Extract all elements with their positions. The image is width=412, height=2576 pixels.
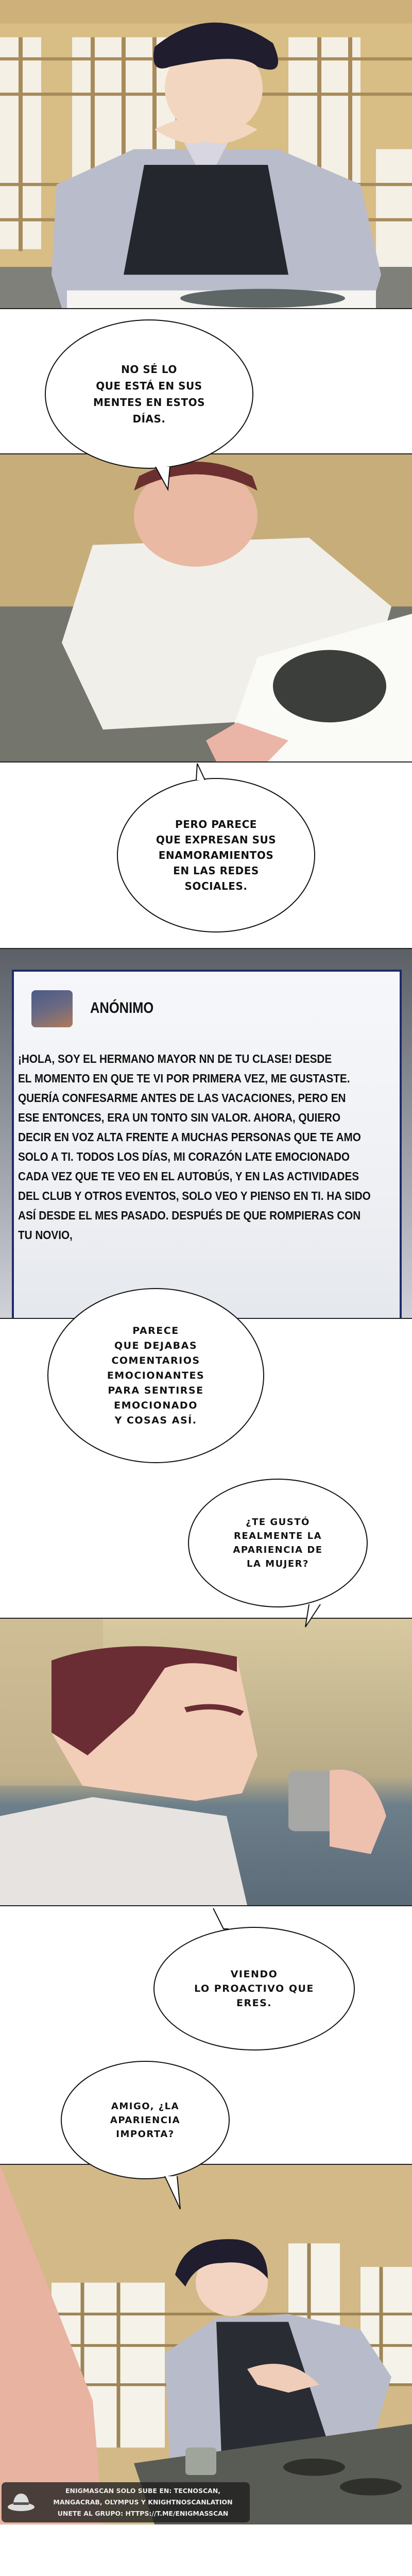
credits-line: MANGACRAB, OLYMPUS Y KNIGHTNOSCANLATION	[53, 2498, 233, 2506]
credits-line-group-link[interactable]: UNETE AL GRUPO: HTTPS://T.ME/ENIGMASSCAN	[57, 2510, 229, 2517]
credits-line: ENIGMASCAN SOLO SUBE EN: TECNOSCAN,	[65, 2487, 221, 2495]
bubble-text: NO SÉ LO QUE ESTÁ EN SUS MENTES EN ESTOS DÍAS.	[93, 363, 205, 425]
post-author: ANÓNIMO	[90, 999, 154, 1016]
panel-boy-hands-clasped	[0, 0, 412, 309]
bubble-text: VIENDO LO PROACTIVO QUE ERES.	[194, 1969, 314, 2009]
speech-bubble	[61, 2061, 230, 2179]
bubble-tail	[154, 466, 175, 492]
bubble-tail	[303, 1603, 323, 1629]
avatar	[31, 990, 73, 1027]
bubble-text: PARECE QUE DEJABAS COMENTARIOS EMOCIONANTES PARA SENTIRSE EMOCIONADO Y COSAS ASÍ.	[107, 1325, 205, 1426]
panel-art	[0, 2165, 412, 2524]
speech-bubble	[117, 778, 315, 933]
panel-man-white-shirt	[0, 453, 412, 762]
speech-bubble	[188, 1479, 368, 1607]
panel-boy-at-table	[0, 2164, 412, 2524]
panel-social-post	[0, 948, 412, 1319]
bubble-text: PERO PARECE QUE EXPRESAN SUS ENAMORAMIENTOS EN LAS REDES SOCIALES.	[156, 818, 277, 892]
bubble-tail	[164, 2175, 184, 2211]
panel-art	[0, 0, 412, 308]
scanlation-credits	[2, 2482, 250, 2522]
bubble-text: AMIGO, ¿LA APARIENCIA IMPORTA?	[110, 2100, 181, 2140]
speech-bubble	[153, 1927, 355, 2050]
post-message: ¡HOLA, SOY EL HERMANO MAYOR NN DE TU CLASE! DESDE EL MOMENTO EN QUE TE VI POR PRIMERA VEZ, ME GUSTASTE. QUERÍA CONFESARME ANTES DE LAS VACACIONES, PERO EN ESE ENTONCES, ERA UN TONTO SIN VALOR. AHORA, QUIERO DECIR EN VOZ ALTA FRENTE A MUCHAS PERSONAS QUE TE AMO SOLO A TI. TODOS LOS DÍAS, MI CORAZÓN LATE EMOCIONADO CADA VEZ QUE TE VEO EN EL AUTOBÚS, Y EN LAS ACTIVIDADES DEL CLUB Y OTROS EVENTOS, SOLO VEO Y PIENSO EN TI. HA SIDO ASÍ DESDE EL MES PASADO. DESPUÉS DE QUE ROMPIERAS CON TU NOVIO,	[18, 1052, 371, 1242]
bubble-text: ¿TE GUSTÓ REALMENTE LA APARIENCIA DE LA MUJER?	[233, 1517, 323, 1569]
speech-bubble	[47, 1288, 264, 1463]
bubble-tail	[212, 1907, 233, 1930]
fedora-hat-logo-icon	[7, 2486, 38, 2518]
panel-art	[0, 1619, 412, 1905]
speech-bubble	[45, 319, 253, 469]
panel-art	[0, 454, 412, 761]
panel-man-drinking	[0, 1618, 412, 1906]
post-card	[12, 970, 402, 1319]
bubble-tail	[195, 762, 210, 781]
